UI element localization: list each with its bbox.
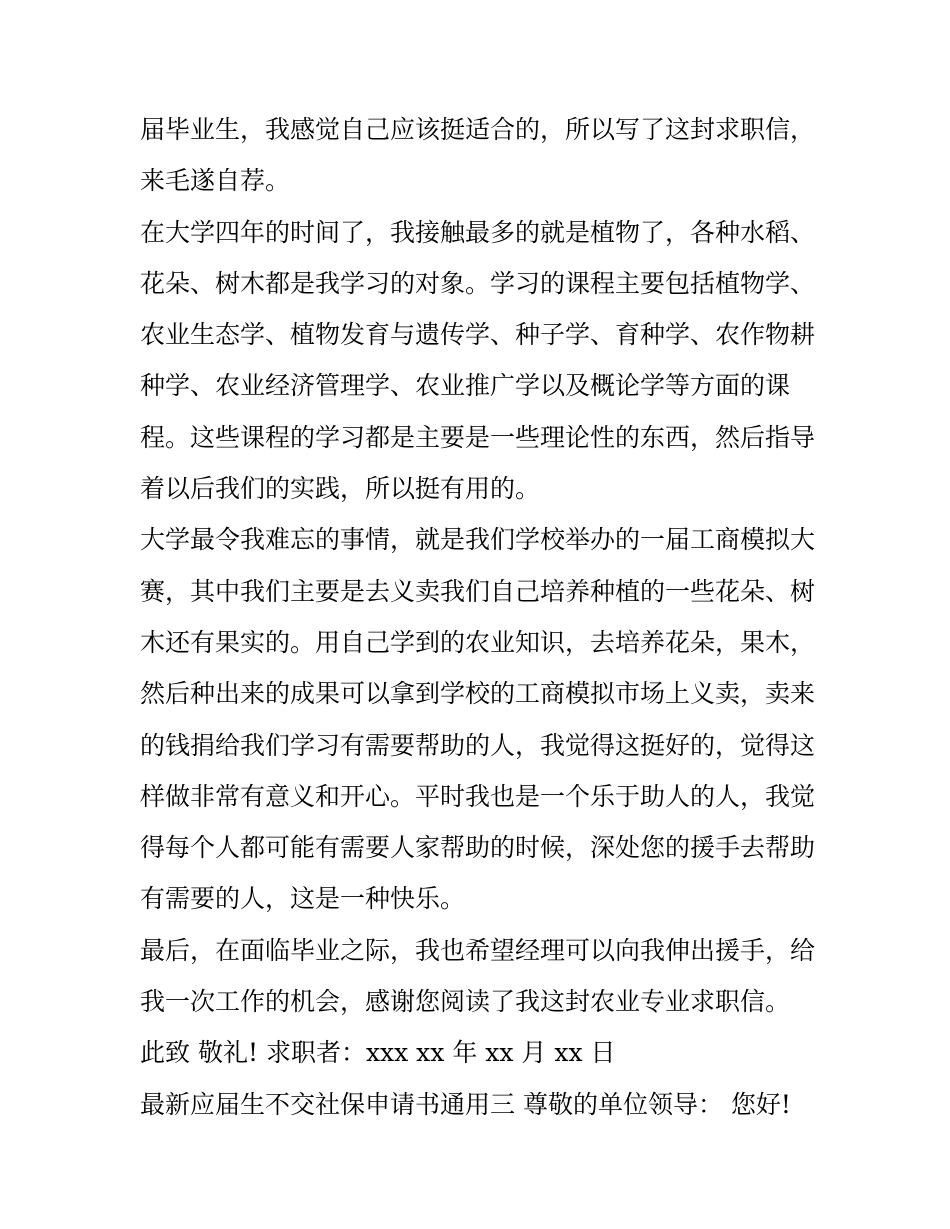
text-line: 的钱捐给我们学习有需要帮助的人，我觉得这挺好的，觉得这	[140, 730, 816, 760]
text-line: 样做非常有意义和开心。平时我也是一个乐于助人的人，我觉	[140, 781, 816, 811]
heading-line: 最新应届生不交社保申请书通用三 尊敬的单位领导： 您好!	[140, 1089, 791, 1119]
text-line: 花朵、树木都是我学习的对象。学习的课程主要包括植物学、	[140, 268, 816, 298]
text-line: 得每个人都可能有需要人家帮助的时候，深处您的援手去帮助	[140, 833, 816, 863]
text-line: 农业生态学、植物发育与遗传学、种子学、育种学、农作物耕	[140, 320, 816, 350]
text-line: 赛，其中我们主要是去义卖我们自己培养种植的一些花朵、树	[140, 576, 816, 606]
text-line: 大学最令我难忘的事情，就是我们学校举办的一届工商模拟大	[140, 525, 816, 555]
text-line: 木还有果实的。用自己学到的农业知识，去培养花朵，果木，	[140, 627, 816, 657]
text-line: 种学、农业经济管理学、农业推广学以及概论学等方面的课	[140, 371, 791, 401]
text-line: 着以后我们的实践，所以挺有用的。	[140, 474, 541, 504]
text-line: 然后种出来的成果可以拿到学校的工商模拟市场上义卖，卖来	[140, 679, 816, 709]
text-line: 程。这些课程的学习都是主要是一些理论性的东西，然后指导	[140, 422, 816, 452]
closing-line: 此致 敬礼! 求职者：xxx xx 年 xx 月 xx 日	[140, 1038, 616, 1068]
text-line: 我一次工作的机会，感谢您阅读了我这封农业专业求职信。	[140, 987, 791, 1017]
text-line: 届毕业生，我感觉自己应该挺适合的，所以写了这封求职信，	[140, 115, 816, 144]
body-text	[140, 104, 820, 1130]
text-line: 最后，在面临毕业之际，我也希望经理可以向我伸出援手，给	[140, 935, 816, 965]
text-line: 在大学四年的时间了，我接触最多的就是植物了，各种水稻、	[140, 217, 816, 247]
text-line: 有需要的人，这是一种快乐。	[140, 884, 466, 914]
text-line: 来毛遂自荐。	[140, 166, 291, 196]
